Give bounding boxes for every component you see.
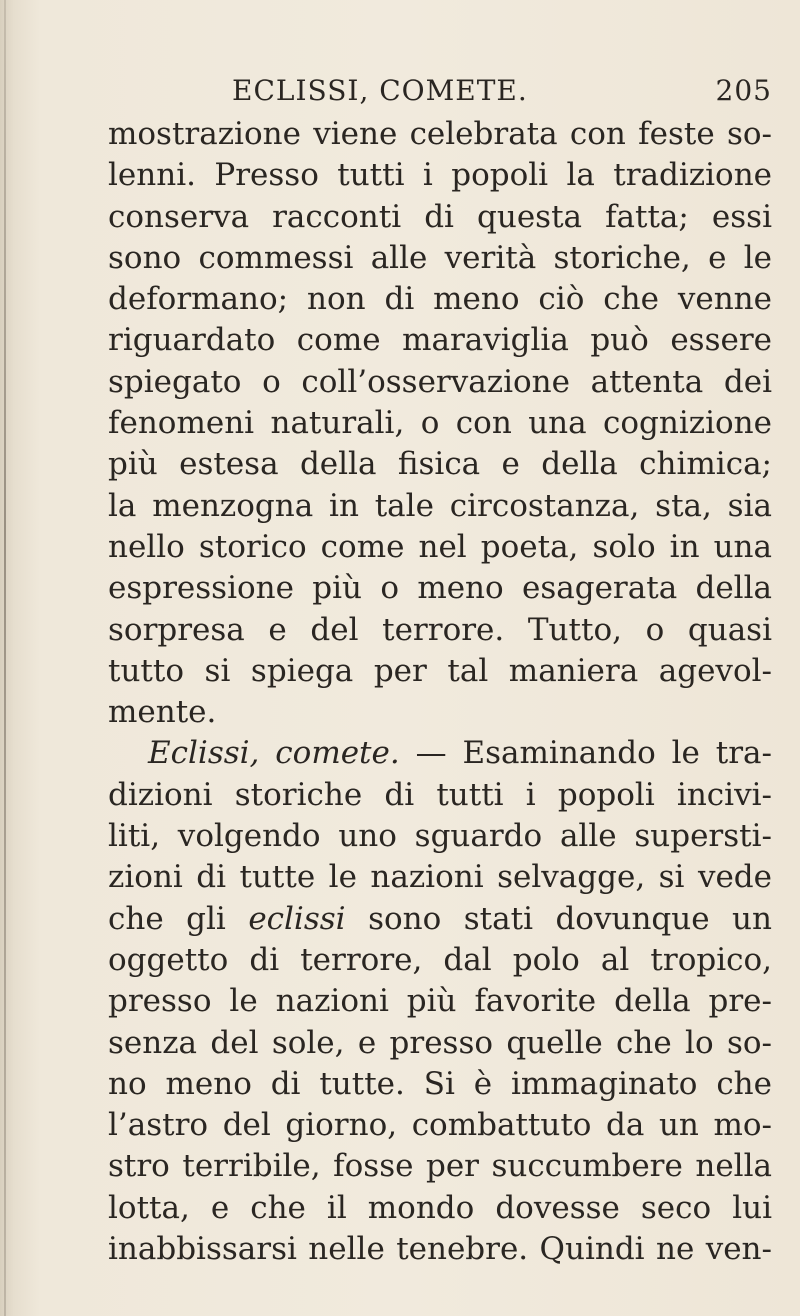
text-line: spiegato o coll’osservazione attenta dei [108, 363, 772, 400]
text-line: senza del sole, e presso quelle che lo so- [108, 1024, 772, 1061]
text-line: lotta, e che il mondo dovesse seco lui [108, 1189, 772, 1226]
text-line: sorpresa e del terrore. Tutto, o quasi [108, 611, 772, 648]
text-line: stro terribile, fosse per succumbere nella [108, 1148, 772, 1185]
text-line: no meno di tutte. Si è immaginato che [108, 1065, 772, 1102]
page-header [232, 74, 772, 114]
section-first-line [108, 733, 772, 774]
section-heading: Eclissi, comete. [148, 735, 400, 772]
text-line: mostrazione viene celebrata con feste so- [108, 116, 772, 152]
text-fragment: sono stati dovunque un [368, 900, 772, 937]
text-line-with-italic [108, 899, 772, 940]
text-line: espressione più o meno esagerata della [108, 570, 772, 607]
text-line: inabbissarsi nelle tenebre. Quindi ne ven- [108, 1231, 772, 1268]
text-line: deformano; non di meno ciò che venne [108, 281, 772, 318]
text-line: riguardato come maraviglia può essere [108, 322, 772, 359]
text-line: sono commessi alle verità storiche, e le [108, 239, 772, 276]
text-line: l’astro del giorno, combattuto da un mo- [108, 1107, 772, 1144]
text-line: dizioni storiche di tutti i popoli incivi- [108, 776, 772, 813]
text-line: tutto si spiega per tal maniera agevol- [108, 652, 772, 689]
text-line: zioni di tutte le nazioni selvagge, si vede [108, 859, 772, 896]
section-first-line-rest: — Esaminando le tra- [415, 735, 772, 772]
text-line: liti, volgendo uno sguardo alle supersti- [108, 818, 772, 855]
text-fragment: che gli [108, 900, 226, 937]
text-line: conserva racconti di questa fatta; essi [108, 198, 772, 235]
text-line: più estesa della fisica e della chimica; [108, 446, 772, 483]
page-number: 205 [715, 74, 772, 107]
page-binding-edge [4, 0, 6, 1316]
text-line: lenni. Presso tutti i popoli la tradizione [108, 157, 772, 194]
text-line: oggetto di terrore, dal polo al tropico, [108, 941, 772, 978]
body-text [108, 114, 772, 1270]
text-line: mente. [108, 694, 217, 731]
text-line: fenomeni naturali, o con una cognizione [108, 405, 772, 442]
text-line: presso le nazioni più favorite della pre- [108, 983, 772, 1020]
running-title: ECLISSI, COMETE. [232, 74, 528, 107]
italic-term-eclissi: eclissi [248, 900, 346, 937]
text-line: la menzogna in tale circostanza, sta, sia [108, 487, 772, 524]
text-line: nello storico come nel poeta, solo in una [108, 528, 772, 565]
